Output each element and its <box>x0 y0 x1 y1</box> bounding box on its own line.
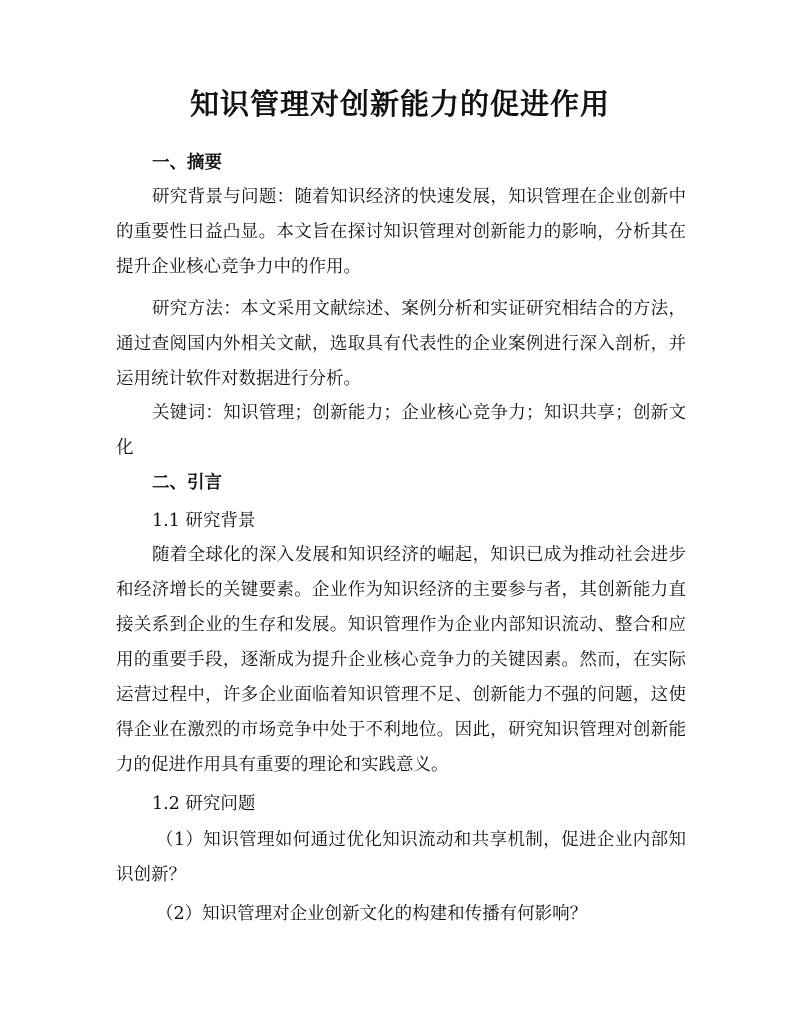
research-background-heading: 1.1 研究背景 <box>152 511 256 531</box>
research-question-1: （1）知识管理如何通过优化知识流动和共享机制，促进企业内部知识创新？ <box>116 830 686 885</box>
abstract-methods-paragraph: 研究方法：本文采用文献综述、案例分析和实证研究相结合的方法，通过查阅国内外相关文献，选取具有代表性的企业案例进行深入剖析，并运用统计软件对数据进行分析。 <box>116 299 686 389</box>
abstract-heading: 一、摘要 <box>152 153 222 173</box>
research-questions-heading: 1.2 研究问题 <box>152 794 256 814</box>
keywords-paragraph: 关键词：知识管理；创新能力；企业核心竞争力；知识共享；创新文化 <box>116 403 686 458</box>
research-question-2: （2）知识管理对企业创新文化的构建和传播有何影响？ <box>156 904 588 924</box>
research-background-paragraph: 随着全球化的深入发展和知识经济的崛起，知识已成为推动社会进步和经济增长的关键要素。企业作为知识经济的主要参与者，其创新能力直接关系到企业的生存和发展。知识管理作为企业内部知识流动、整合和应用的重要手段，逐渐成为提升企业核心竞争力的关键因素。然而，在实际运营过程中，许多企业面临着知识管理不足、创新能力不强的问题，这使得企业在激烈的市场竞争中处于不利地位。因此，研究知识管理对创新能力的促进作用具有重要的理论和实践意义。 <box>116 545 686 775</box>
abstract-background-paragraph: 研究背景与问题：随着知识经济的快速发展，知识管理在企业创新中的重要性日益凸显。本文旨在探讨知识管理对创新能力的影响，分析其在提升企业核心竞争力中的作用。 <box>116 187 686 277</box>
introduction-heading: 二、引言 <box>152 473 222 493</box>
document-title: 知识管理对创新能力的促进作用 <box>189 87 610 121</box>
